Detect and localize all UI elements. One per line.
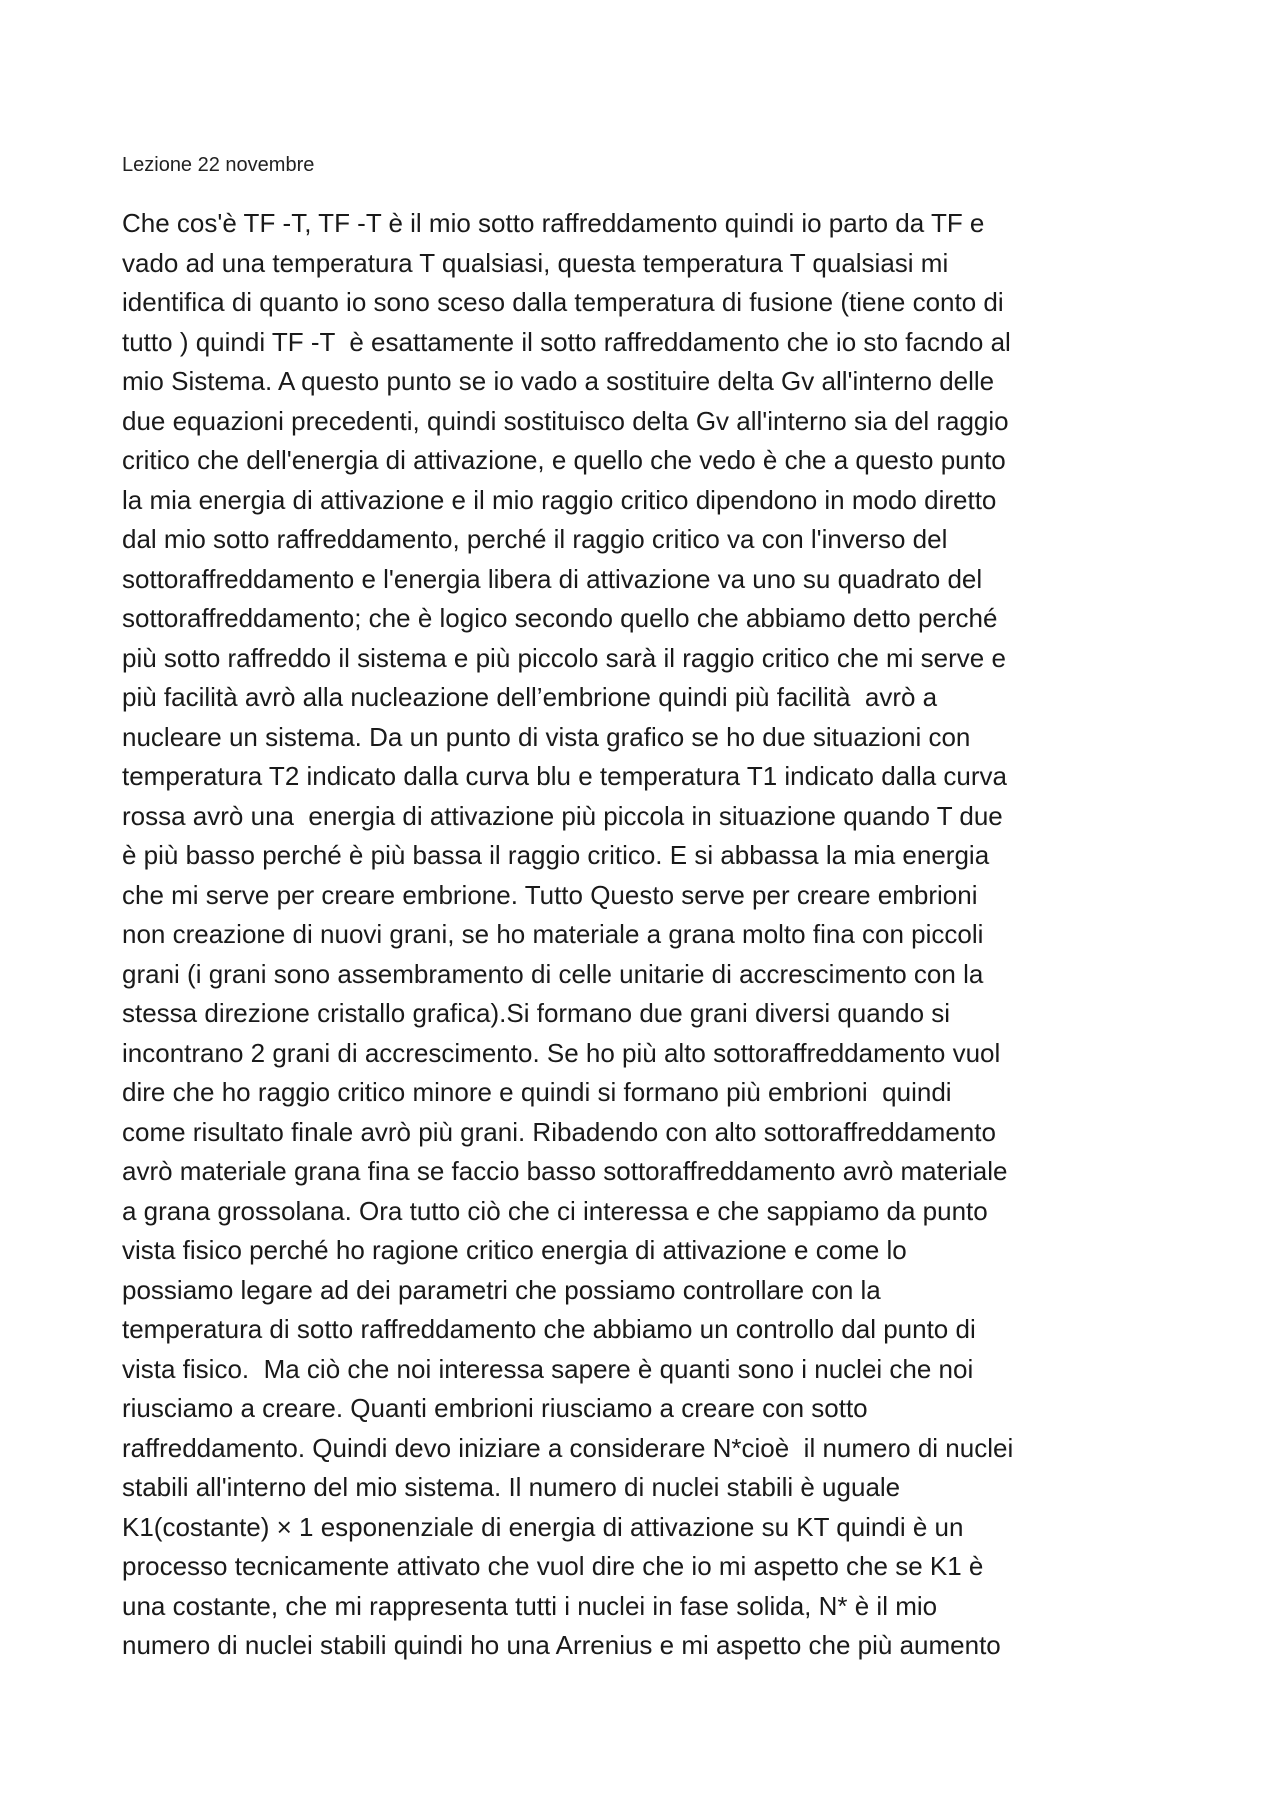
text-line: una costante, che mi rappresenta tutti i nuclei in fase solida, N* è il mio <box>122 1590 938 1621</box>
text-line: più facilità avrò alla nucleazione dell’embrione quindi più facilità avrò a <box>122 682 938 712</box>
text-line: identifica di quanto io sono sceso dalla temperatura di fusione (tiene conto di <box>122 287 1004 317</box>
text-line: la mia energia di attivazione e il mio raggio critico dipendono in modo diretto <box>122 484 997 515</box>
text-line: più sotto raffreddo il sistema e più piccolo sarà il raggio critico che mi serve e <box>122 642 1006 673</box>
text-line: stessa direzione cristallo grafica).Si formano due grani diversi quando si <box>122 998 951 1028</box>
text-line: sottoraffreddamento e l'energia libera di attivazione va uno su quadrato del <box>122 563 983 594</box>
text-line: vista fisico. Ma ciò che noi interessa sapere è quanti sono i nuclei che noi <box>122 1353 974 1384</box>
text-line: riusciamo a creare. Quanti embrioni riusciamo a creare con sotto <box>122 1393 868 1423</box>
text-line: sottoraffreddamento; che è logico secondo quello che abbiamo detto perché <box>122 603 998 633</box>
text-line: vado ad una temperatura T qualsiasi, questa temperatura T qualsiasi mi <box>122 247 949 278</box>
lesson-header: Lezione 22 novembre <box>122 154 315 176</box>
text-line: stabili all'interno del mio sistema. Il numero di nuclei stabili è uguale <box>122 1472 901 1502</box>
text-line: possiamo legare ad dei parametri che possiamo controllare con la <box>122 1274 881 1305</box>
text-line: è più basso perché è più bassa il raggio critico. E si abbassa la mia energia <box>122 840 990 870</box>
text-line: grani (i grani sono assembramento di celle unitarie di accrescimento con la <box>122 958 984 989</box>
text-line: avrò materiale grana fina se faccio basso sottoraffreddamento avrò materiale <box>122 1156 1008 1186</box>
text-line: dire che ho raggio critico minore e quindi si formano più embrioni quindi <box>122 1077 952 1107</box>
text-line: mio Sistema. A questo punto se io vado a sostituire delta Gv all'interno delle <box>122 366 995 396</box>
text-line: numero di nuclei stabili quindi ho una Arrenius e mi aspetto che più aumento <box>122 1630 1001 1660</box>
text-line: critico che dell'energia di attivazione, e quello che vedo è che a questo punto <box>122 445 1006 475</box>
text-line: come risultato finale avrò più grani. Ribadendo con alto sottoraffreddamento <box>122 1116 996 1147</box>
text-line: due equazioni precedenti, quindi sostituisco delta Gv all'interno sia del raggio <box>122 405 1009 436</box>
text-line: dal mio sotto raffreddamento, perché il raggio critico va con l'inverso del <box>122 524 948 554</box>
text-line: incontrano 2 grani di accrescimento. Se ho più alto sottoraffreddamento vuol <box>122 1037 1001 1068</box>
text-line: nucleare un sistema. Da un punto di vista grafico se ho due situazioni con <box>122 721 971 752</box>
text-line: tutto ) quindi TF -T è esattamente il sotto raffreddamento che io sto facndo al <box>122 326 1011 357</box>
text-line: a grana grossolana. Ora tutto ciò che ci interessa e che sappiamo da punto <box>122 1195 988 1226</box>
text-line: Che cos'è TF -T, TF -T è il mio sotto raffreddamento quindi io parto da TF e <box>122 208 985 238</box>
body-text <box>122 204 1182 1666</box>
text-line: temperatura di sotto raffreddamento che abbiamo un controllo dal punto di <box>122 1314 976 1344</box>
text-line: temperatura T2 indicato dalla curva blu e temperatura T1 indicato dalla curva <box>122 761 1007 791</box>
text-line: non creazione di nuovi grani, se ho materiale a grana molto fina con piccoli <box>122 919 984 949</box>
text-line: che mi serve per creare embrione. Tutto Questo serve per creare embrioni <box>122 879 978 910</box>
text-line: processo tecnicamente attivato che vuol dire che io mi aspetto che se K1 è <box>122 1551 984 1581</box>
text-line: K1(costante) × 1 esponenziale di energia di attivazione su KT quindi è un <box>122 1511 964 1542</box>
text-line: rossa avrò una energia di attivazione più piccola in situazione quando T due <box>122 800 1003 831</box>
text-line: raffreddamento. Quindi devo iniziare a considerare N*cioè il numero di nuclei <box>122 1432 1014 1463</box>
text-line: vista fisico perché ho ragione critico energia di attivazione e come lo <box>122 1235 907 1265</box>
